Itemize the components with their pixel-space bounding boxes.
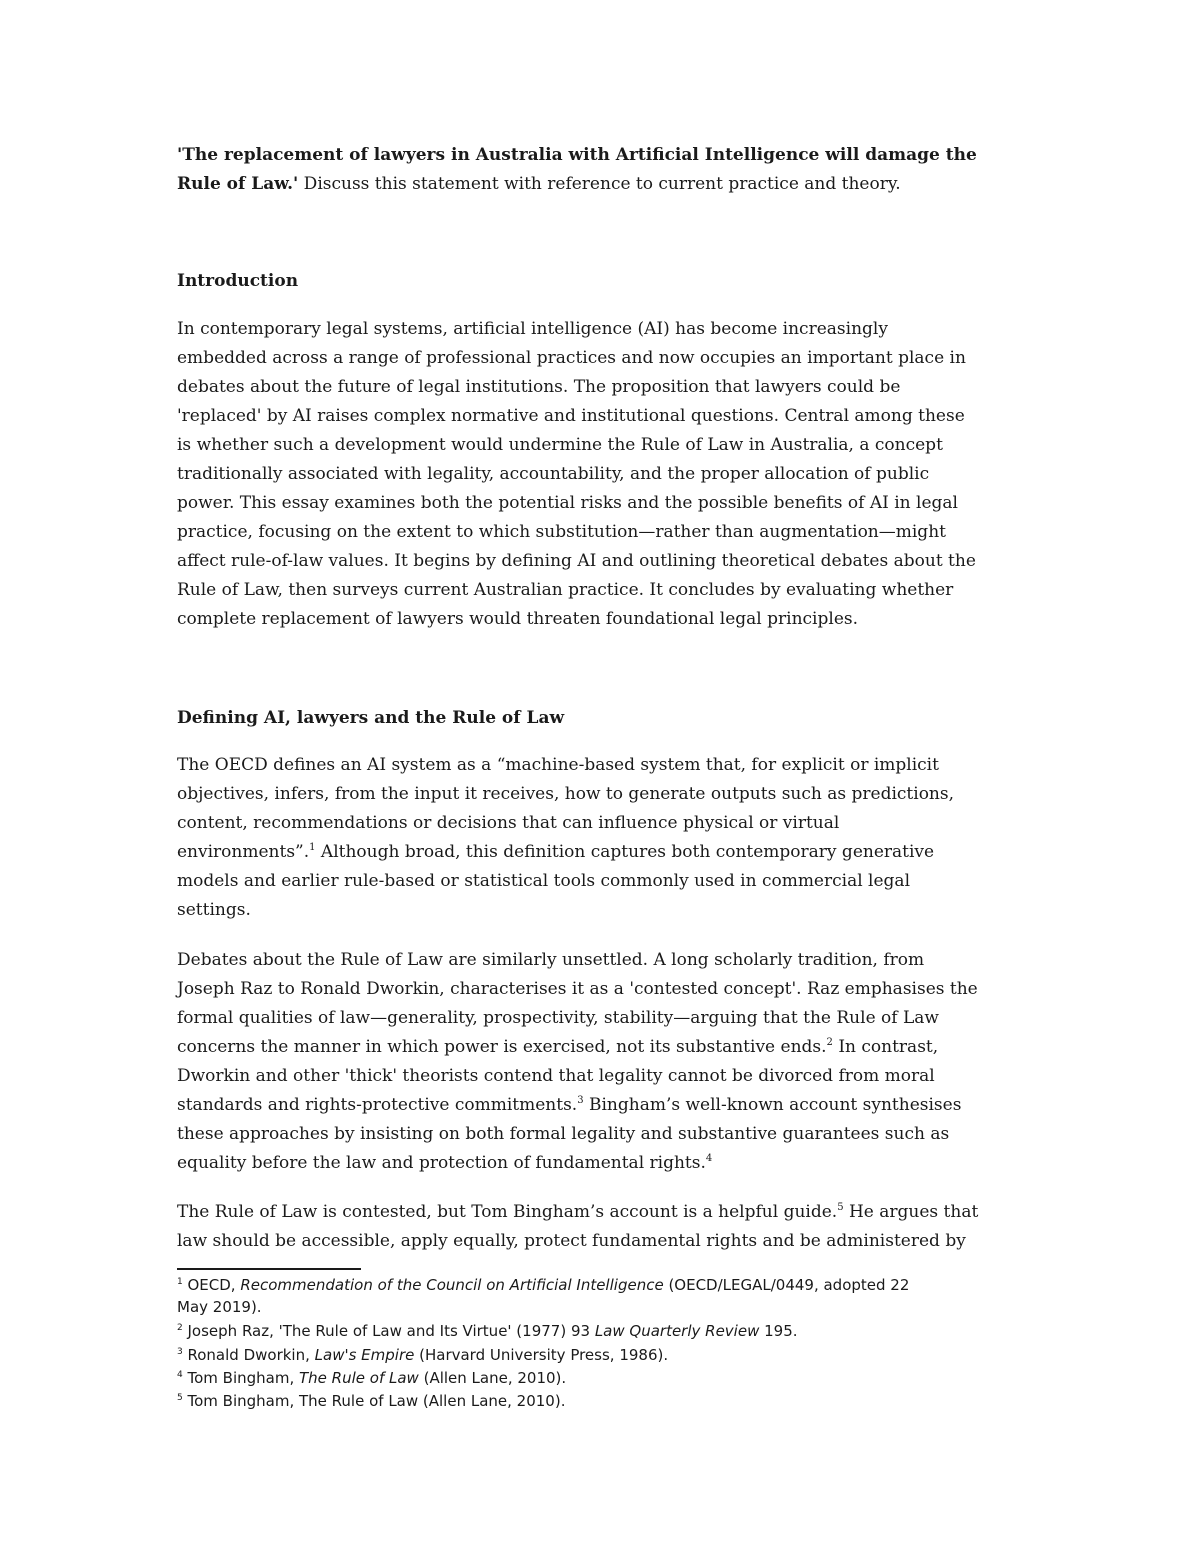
essay-question	[177, 141, 1037, 199]
footnote-3	[177, 1344, 1037, 1366]
footnote-text: 195.	[759, 1322, 798, 1340]
footnote-italic: The Rule of Law	[299, 1369, 419, 1387]
p2-line: In contrast,	[832, 1037, 939, 1057]
intro-line: complete replacement of lawyers would threaten foundational legal principles.	[177, 609, 859, 629]
intro-line: practice, focusing on the extent to which substitution—rather than augmentation—might	[177, 522, 946, 542]
footnote-text: OECD,	[182, 1276, 241, 1294]
footnote-text: Joseph Raz, 'The Rule of Law and Its Virtue' (1977) 93	[182, 1322, 595, 1340]
footnote-ref-4[interactable]: 4	[705, 1153, 713, 1164]
question-instruction: Discuss this statement with reference to current practice and theory.	[298, 174, 901, 194]
p1-line: environments”.	[177, 842, 310, 862]
p2-line: Debates about the Rule of Law are similarly unsettled. A long scholarly tradition, from	[177, 950, 925, 970]
p3-line: law should be accessible, apply equally, protect fundamental rights and be administered by	[177, 1231, 966, 1251]
footnote-text: (OECD/LEGAL/0449, adopted 22	[663, 1276, 910, 1294]
footnote-text: Ronald Dworkin,	[182, 1346, 315, 1364]
p2-line: standards and rights-protective commitments.	[177, 1095, 578, 1115]
intro-line: 'replaced' by AI raises complex normative and institutional questions. Central among these	[177, 406, 965, 426]
footnote-text: (Harvard University Press, 1986).	[414, 1346, 669, 1364]
p2-line: concerns the manner in which power is exercised, not its substantive ends.	[177, 1037, 827, 1057]
p2-line: Dworkin and other 'thick' theorists contend that legality cannot be divorced from moral	[177, 1066, 935, 1086]
bingham-paragraph	[177, 1198, 1037, 1256]
footnote-text: (Allen Lane, 2010).	[418, 1369, 567, 1387]
footnote-number: 1	[177, 1277, 183, 1287]
p1-line: settings.	[177, 900, 251, 920]
intro-line: In contemporary legal systems, artificial intelligence (AI) has become increasingly	[177, 319, 888, 339]
intro-line: affect rule-of-law values. It begins by defining AI and outlining theoretical debates about the	[177, 551, 976, 571]
footnote-number: 3	[177, 1347, 183, 1357]
introduction-heading: Introduction	[177, 271, 299, 291]
footnote-2	[177, 1320, 1037, 1342]
footnote-ref-5[interactable]: 5	[837, 1202, 844, 1213]
rule-of-law-debate-paragraph	[177, 946, 1037, 1178]
defining-heading: Defining AI, lawyers and the Rule of Law	[177, 708, 565, 728]
footnote-ref-3[interactable]: 3	[577, 1095, 584, 1106]
footnote-italic: Law Quarterly Review	[594, 1322, 760, 1340]
footnote-italic: Law's Empire	[314, 1346, 415, 1364]
p2-line: equality before the law and protection of fundamental rights.	[177, 1153, 706, 1173]
p2-line: Bingham’s well-known account synthesises	[583, 1095, 962, 1115]
oecd-definition-paragraph	[177, 751, 1037, 925]
footnote-text: May 2019).	[177, 1298, 262, 1316]
introduction-paragraph	[177, 315, 1037, 634]
intro-line: embedded across a range of professional practices and now occupies an important place in	[177, 348, 966, 368]
footnote-number: 5	[177, 1393, 183, 1403]
intro-line: power. This essay examines both the potential risks and the possible benefits of AI in legal	[177, 493, 958, 513]
p1-line: content, recommendations or decisions that can influence physical or virtual	[177, 813, 840, 833]
footnote-separator	[177, 1268, 361, 1270]
footnote-number: 4	[177, 1370, 183, 1380]
intro-line: debates about the future of legal institutions. The proposition that lawyers could be	[177, 377, 901, 397]
footnote-italic: Recommendation of the Council on Artificial Intelligence	[240, 1276, 664, 1294]
p2-line: Joseph Raz to Ronald Dworkin, characterises it as a 'contested concept'. Raz emphasises the	[177, 979, 978, 999]
intro-line: traditionally associated with legality, accountability, and the proper allocation of public	[177, 464, 930, 484]
footnote-ref-2[interactable]: 2	[826, 1037, 833, 1048]
intro-line: Rule of Law, then surveys current Australian practice. It concludes by evaluating whether	[177, 580, 954, 600]
footnote-text: Tom Bingham,	[182, 1369, 300, 1387]
intro-line: is whether such a development would undermine the Rule of Law in Australia, a concept	[177, 435, 943, 455]
footnote-text: Tom Bingham, The Rule of Law (Allen Lane, 2010).	[182, 1392, 566, 1410]
question-bold-line-1: 'The replacement of lawyers in Australia with Artificial Intelligence will damage the	[177, 145, 977, 165]
footnote-ref-1[interactable]: 1	[309, 842, 316, 853]
footnote-1	[177, 1274, 1037, 1318]
p1-line: models and earlier rule-based or statistical tools commonly used in commercial legal	[177, 871, 911, 891]
p1-line: Although broad, this definition captures both contemporary generative	[315, 842, 935, 862]
p3-line: The Rule of Law is contested, but Tom Bingham’s account is a helpful guide.	[177, 1202, 838, 1222]
footnote-4	[177, 1367, 1037, 1389]
footnote-5	[177, 1390, 1037, 1412]
footnote-number: 2	[177, 1323, 183, 1333]
p3-line: He argues that	[843, 1202, 979, 1222]
p2-line: formal qualities of law—generality, prospectivity, stability—arguing that the Rule of Law	[177, 1008, 939, 1028]
p1-line: The OECD defines an AI system as a “machine-based system that, for explicit or implicit	[177, 755, 939, 775]
p1-line: objectives, infers, from the input it receives, how to generate outputs such as predictions,	[177, 784, 955, 804]
p2-line: these approaches by insisting on both formal legality and substantive guarantees such as	[177, 1124, 950, 1144]
question-bold-line-2: Rule of Law.'	[177, 174, 299, 194]
